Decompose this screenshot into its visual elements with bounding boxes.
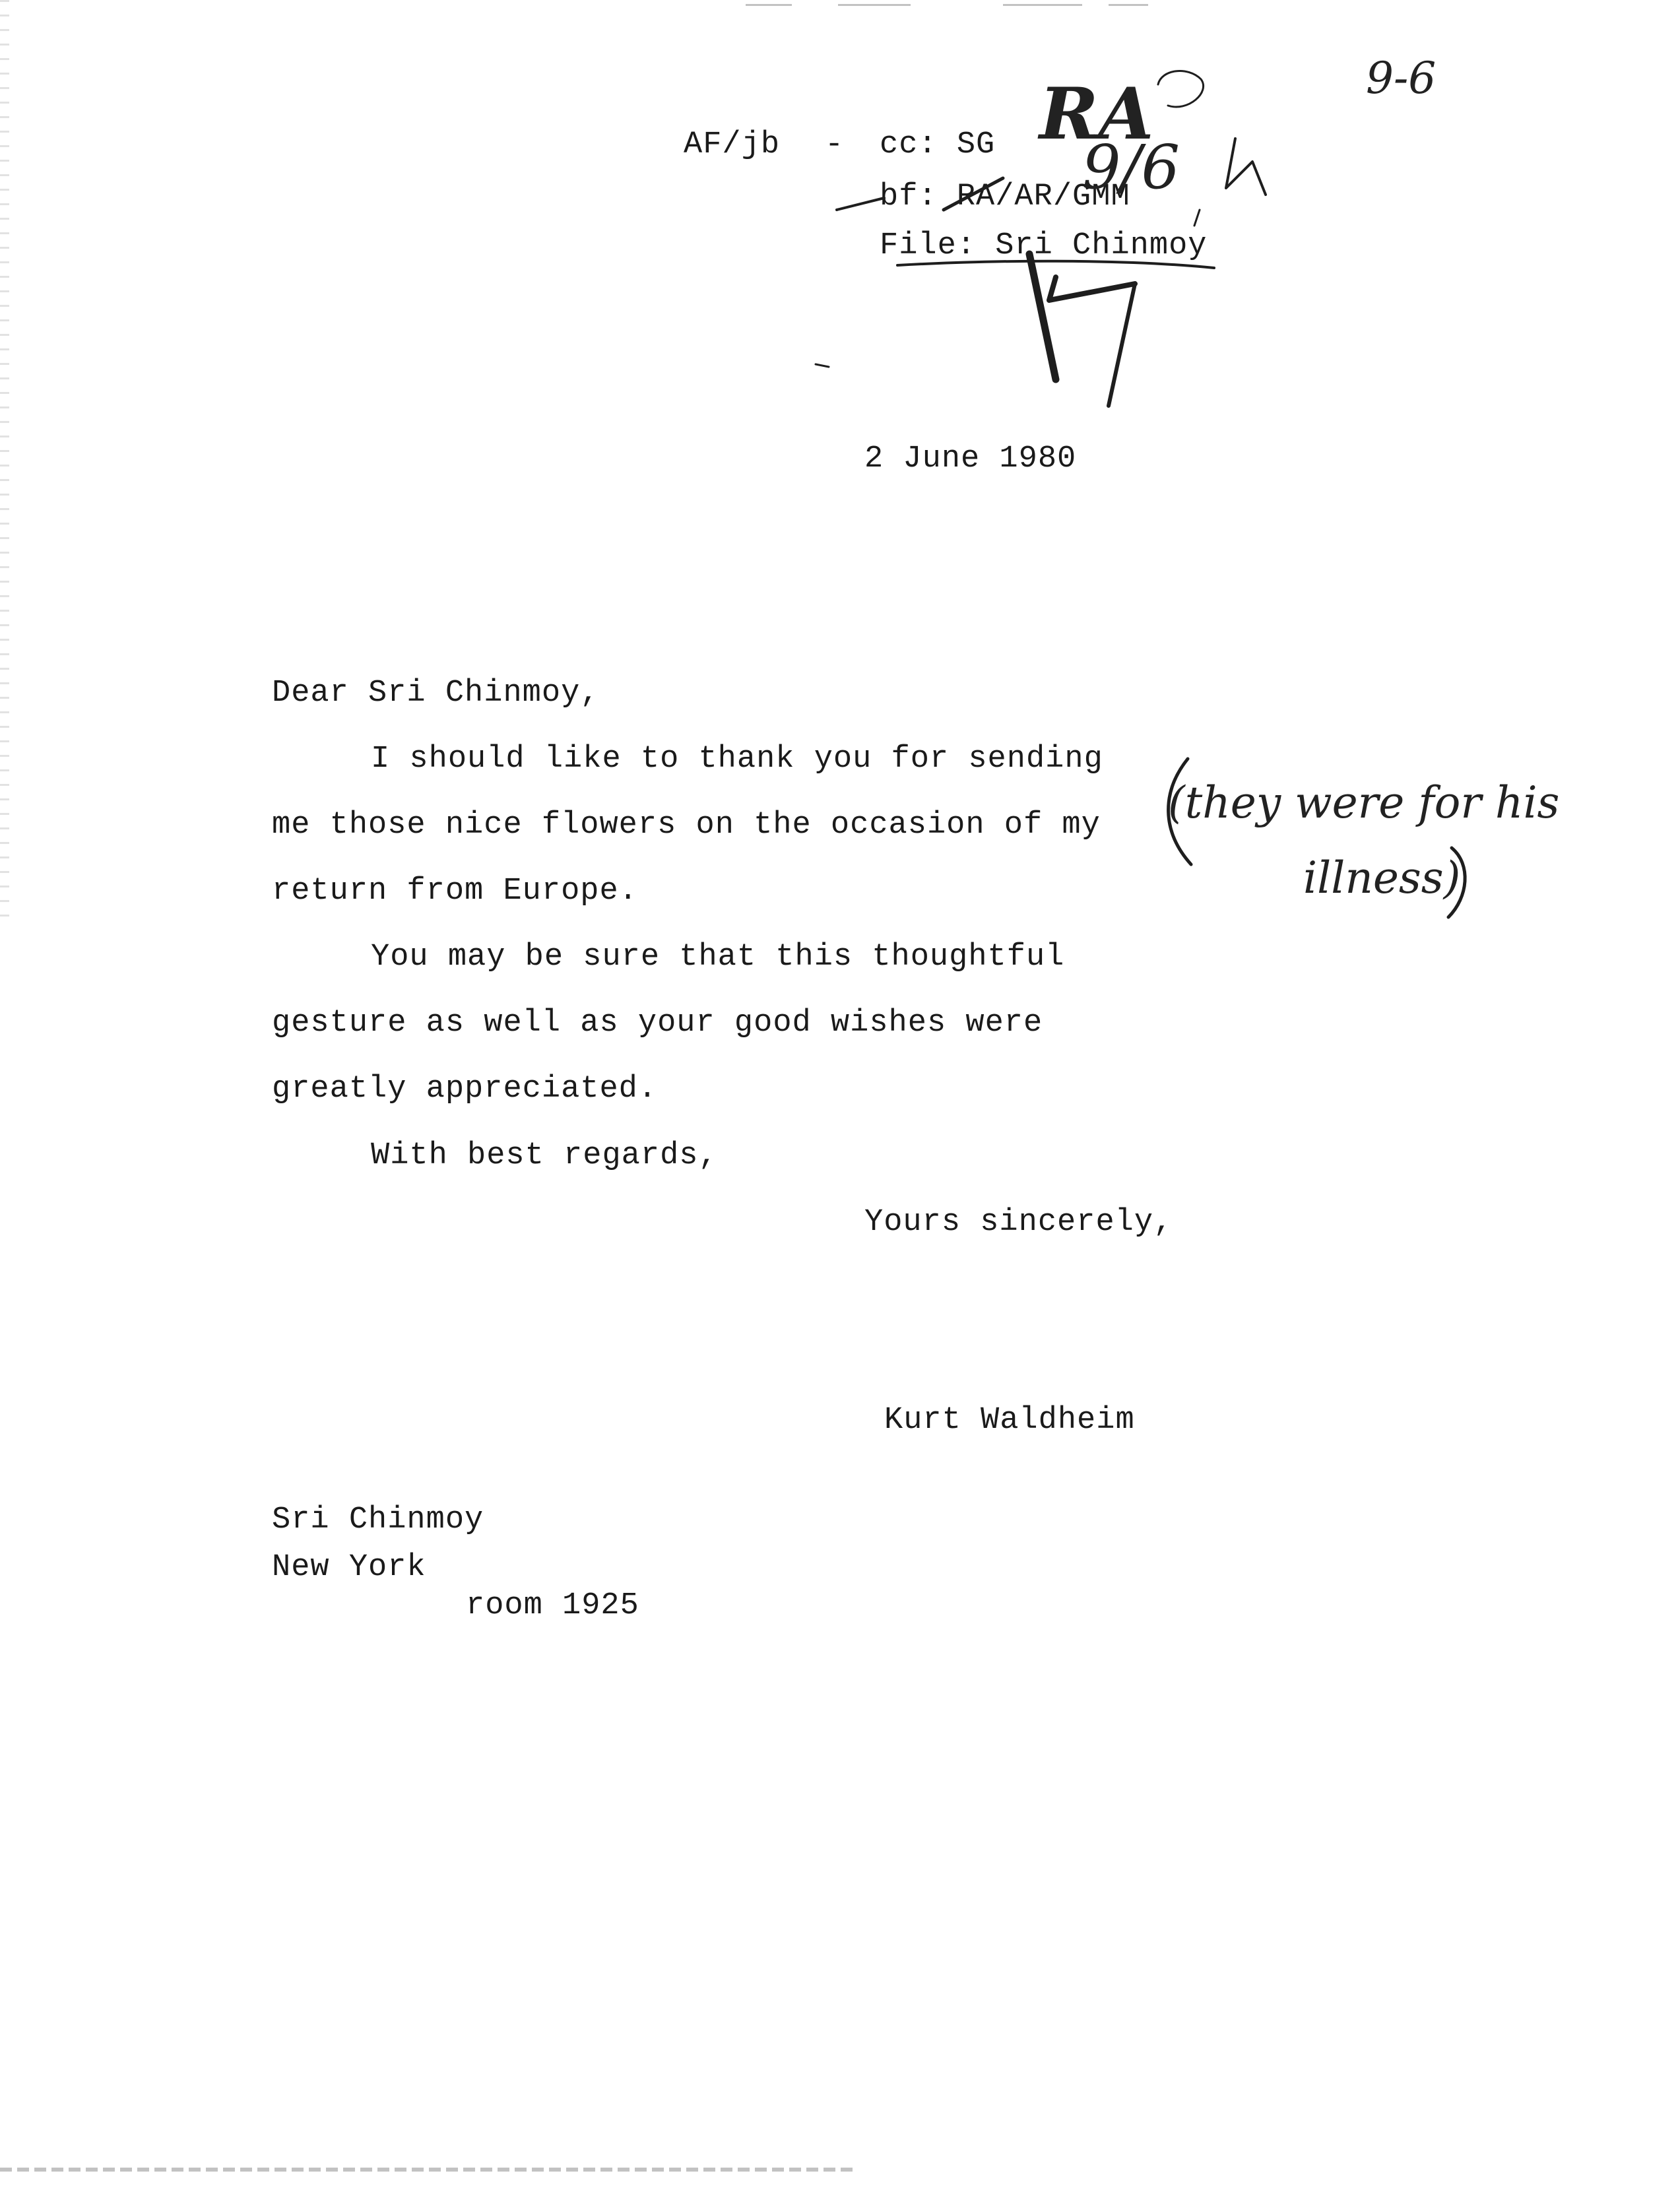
bf-line: bf: RA/AR/GMM	[880, 179, 1130, 214]
stray-dash	[816, 364, 829, 367]
paragraph2-line2: gesture as well as your good wishes were	[272, 1006, 1043, 1041]
handwritten-aside-line1: (they were for his	[1168, 777, 1560, 828]
small-tick	[1194, 210, 1200, 226]
check-mark	[1226, 139, 1266, 195]
closing-line: Yours sincerely,	[864, 1205, 1173, 1240]
cc-line: cc: SG	[880, 127, 996, 162]
salutation: Dear Sri Chinmoy,	[272, 676, 600, 711]
reference-initials: AF/jb	[684, 127, 781, 162]
paragraph1-line3: return from Europe.	[272, 874, 638, 909]
addressee-city: New York	[272, 1550, 426, 1585]
letter-date: 2 June 1980	[864, 441, 1077, 476]
aside-close-paren	[1448, 848, 1465, 917]
circle-mark	[1158, 71, 1204, 107]
handwritten-initials: RA	[1039, 73, 1154, 156]
ra-strikethrough	[944, 178, 1003, 210]
handwritten-number: 9-6	[1366, 53, 1437, 104]
aside-open-paren	[1169, 759, 1191, 864]
regards-line: With best regards,	[371, 1138, 718, 1173]
slash-stroke-3	[1109, 284, 1135, 406]
addressee-room: room 1925	[466, 1588, 639, 1623]
paragraph1-line1: I should like to thank you for sending	[371, 742, 1103, 777]
handwritten-aside-line2: illness)	[1303, 853, 1461, 903]
addressee-name: Sri Chinmoy	[272, 1502, 484, 1537]
handwritten-date: 9/6	[1082, 132, 1180, 203]
slash-stroke-1	[1029, 254, 1056, 379]
reference-dash: -	[825, 127, 845, 162]
paragraph2-line3: greatly appreciated.	[272, 1072, 658, 1107]
bf-strikethrough	[837, 198, 884, 210]
paragraph1-line2: me those nice flowers on the occasion of my	[272, 808, 1101, 843]
slash-stroke-2	[1049, 277, 1135, 300]
paragraph2-line1: You may be sure that this thoughtful	[371, 940, 1065, 975]
file-underline	[897, 261, 1214, 268]
signatory-name: Kurt Waldheim	[884, 1403, 1135, 1438]
file-line: File: Sri Chinmoy	[880, 228, 1208, 263]
